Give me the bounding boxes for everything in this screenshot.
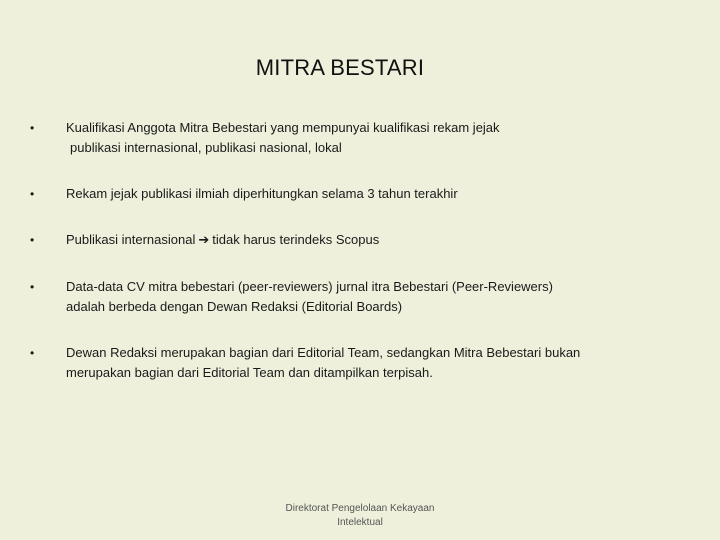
bullet-text-line — [66, 230, 670, 251]
bullet-dot: • — [30, 280, 35, 294]
bullet-text-line: Dewan Redaksi merupakan bagian dari Editorial Team, sedangkan Mitra Bebestari bukan — [66, 345, 581, 360]
bullet-item — [30, 118, 670, 158]
bullet-text-line: Kualifikasi Anggota Mitra Bebestari yang mempunyai kualifikasi rekam jejak — [66, 120, 500, 135]
right-arrow-icon: ➔ — [198, 233, 210, 248]
bullet-text-line: adalah berbeda dengan Dewan Redaksi (Editorial Boards) — [66, 299, 403, 314]
bullet-text-line: Rekam jejak publikasi ilmiah diperhitungkan selama 3 tahun terakhir — [66, 186, 458, 201]
bullet-dot: • — [30, 233, 35, 247]
bullet-dot: • — [30, 121, 35, 135]
bullet-item — [30, 277, 670, 317]
bullet-text-line: publikasi internasional, publikasi nasional, lokal — [70, 140, 342, 155]
bullet-list — [30, 118, 670, 383]
bullet-item — [30, 184, 670, 204]
footer-line: Intelektual — [337, 517, 383, 528]
bullet-text-line: merupakan bagian dari Editorial Team dan ditampilkan terpisah. — [66, 365, 433, 380]
slide-title: MITRA BESTARI — [255, 55, 425, 80]
slide-footer — [260, 502, 460, 530]
bullet-dot: • — [30, 187, 35, 201]
bullet-item — [30, 230, 670, 251]
bullet-text-after-arrow: tidak harus terindeks Scopus — [212, 232, 380, 247]
footer-line: Direktorat Pengelolaan Kekayaan — [285, 503, 435, 514]
bullet-text-before-arrow: Publikasi internasional — [66, 232, 196, 247]
bullet-item — [30, 343, 670, 383]
bullet-text-line: Data-data CV mitra bebestari (peer-reviewers) jurnal itra Bebestari (Peer-Reviewers) — [66, 279, 553, 294]
bullet-dot: • — [30, 346, 35, 360]
